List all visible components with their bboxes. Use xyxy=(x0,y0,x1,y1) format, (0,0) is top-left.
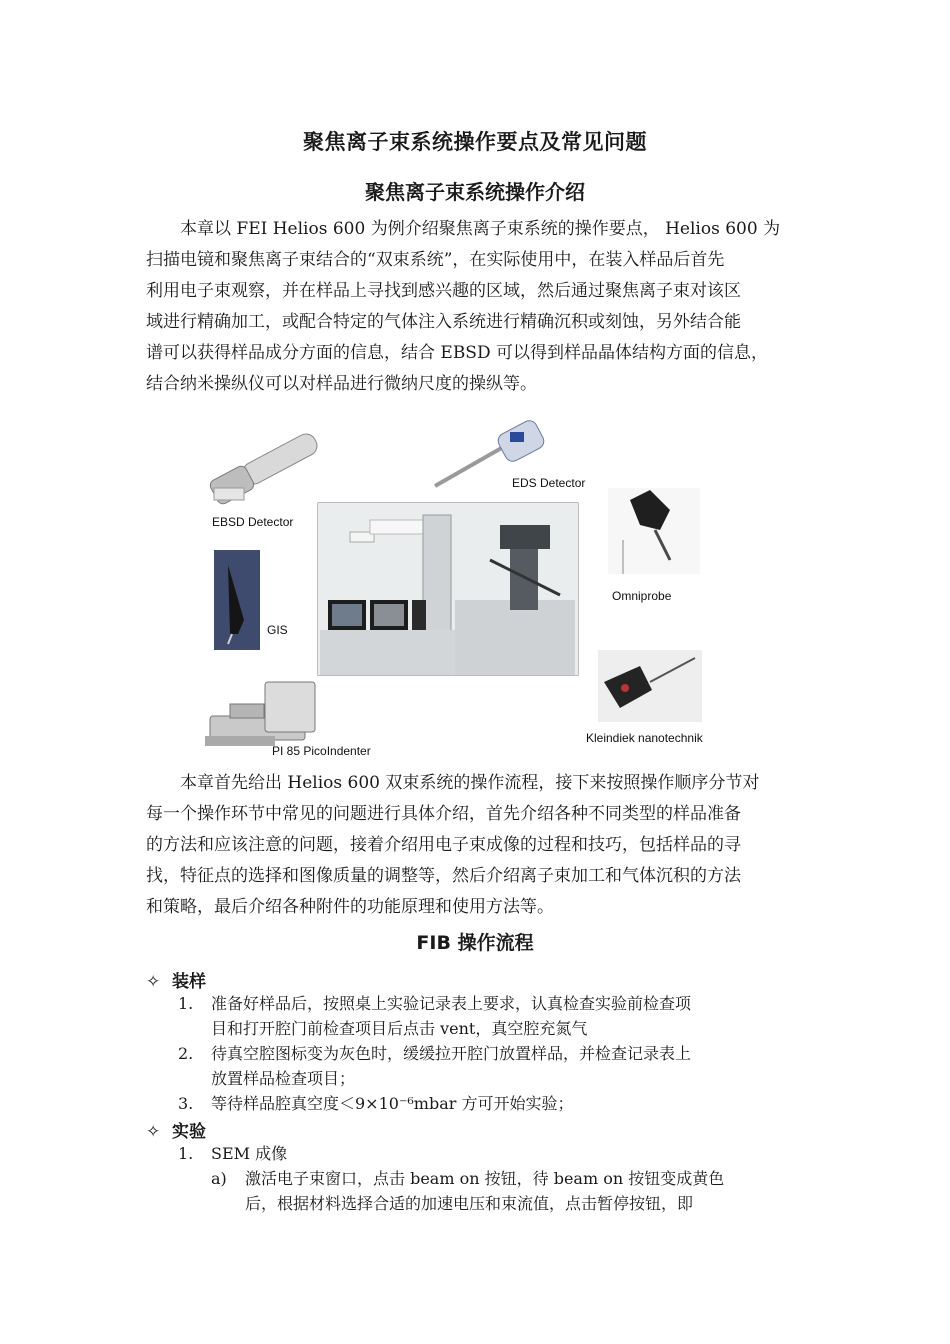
list-item-line: 待真空腔图标变为灰色时，缓缓拉开腔门放置样品，并检查记录表上 xyxy=(211,1044,692,1063)
kleindiek-image xyxy=(598,650,702,722)
list-number: 1. xyxy=(178,1144,194,1163)
list-item-line: 激活电子束窗口，点击 beam on 按钮，待 beam on 按钮变成黄色 xyxy=(245,1169,725,1188)
experiment-section-title xyxy=(146,1117,206,1142)
diamond-bullet-icon: ✧ xyxy=(146,1122,161,1142)
overview-paragraph xyxy=(146,768,806,923)
omniprobe-image xyxy=(608,488,700,574)
section-heading-intro: 聚焦离子束系统操作介绍 xyxy=(365,180,585,204)
eds-detector-label: EDS Detector xyxy=(512,476,586,490)
omniprobe-label: Omniprobe xyxy=(612,589,672,603)
list-item-line: 等待样品腔真空度＜9×10⁻⁶mbar 方可开始实验； xyxy=(211,1094,574,1113)
list-item-line: 放置样品检查项目； xyxy=(211,1069,356,1088)
paragraph-line: 结合纳米操纵仪可以对样品进行微纳尺度的操纵等。 xyxy=(146,374,537,394)
paragraph-line: 的方法和应该注意的问题，接着介绍用电子束成像的过程和技巧，包括样品的寻 xyxy=(146,835,741,855)
loading-section-title xyxy=(146,967,206,992)
document-title: 聚焦离子束系统操作要点及常见问题 xyxy=(303,130,647,154)
kleindiek-label: Kleindiek nanotechnik xyxy=(586,731,703,745)
sub-list-item xyxy=(245,1166,724,1216)
paragraph-line: 找，特征点的选择和图像质量的调整等，然后介绍离子束加工和气体沉积的方法 xyxy=(146,866,741,886)
helios-system-figure xyxy=(200,420,720,765)
paragraph-line: 和策略，最后介绍各种附件的功能原理和使用方法等。 xyxy=(146,897,554,917)
intro-paragraph xyxy=(146,214,806,400)
list-item xyxy=(211,1091,574,1116)
paragraph-line: 扫描电镜和聚焦离子束结合的“双束系统”，在实际使用中，在装入样品后首先 xyxy=(146,250,725,270)
paragraph-line: 域进行精确加工，或配合特定的气体注入系统进行精确沉积或刻蚀，另外结合能 xyxy=(146,312,741,332)
picoindenter-label: PI 85 PicoIndenter xyxy=(272,744,371,758)
list-number: 2. xyxy=(178,1044,194,1063)
section-heading-fib-flow: FIB 操作流程 xyxy=(416,932,534,954)
diamond-bullet-icon: ✧ xyxy=(146,972,161,992)
list-item-line: 目和打开腔门前检查项目后点击 vent，真空腔充氮气 xyxy=(211,1019,588,1038)
sub-list-number: a) xyxy=(211,1169,227,1188)
experiment-title-text: 实验 xyxy=(172,1122,206,1142)
loading-title-text: 装样 xyxy=(172,972,206,992)
list-item xyxy=(211,1041,691,1091)
list-item-line: 后，根据材料选择合适的加速电压和束流值，点击暂停按钮，即 xyxy=(245,1194,694,1213)
paragraph-line: 谱可以获得样品成分方面的信息，结合 EBSD 可以得到样品晶体结构方面的信息， xyxy=(146,343,768,363)
paragraph-line: 每一个操作环节中常见的问题进行具体介绍，首先介绍各种不同类型的样品准备 xyxy=(146,804,741,824)
paragraph-line: 本章首先给出 Helios 600 双束系统的操作流程，接下来按照操作顺序分节对 xyxy=(180,773,760,793)
ebsd-detector-image xyxy=(208,431,320,506)
ebsd-detector-label: EBSD Detector xyxy=(212,515,294,529)
gis-image xyxy=(214,550,260,650)
list-item xyxy=(211,991,691,1041)
list-item-line: 准备好样品后，按照桌上实验记录表上要求，认真检查实验前检查项 xyxy=(211,994,692,1013)
lab-photo xyxy=(318,503,578,675)
list-item-line: SEM 成像 xyxy=(211,1144,288,1163)
gis-label: GIS xyxy=(267,623,288,637)
list-number: 3. xyxy=(178,1094,194,1113)
picoindenter-image xyxy=(205,682,315,746)
paragraph-line: 利用电子束观察，并在样品上寻找到感兴趣的区域，然后通过聚焦离子束对该区 xyxy=(146,281,741,301)
paragraph-line: 本章以 FEI Helios 600 为例介绍聚焦离子束系统的操作要点， Helios 600 为 xyxy=(180,219,781,239)
list-number: 1. xyxy=(178,994,194,1013)
list-item xyxy=(211,1141,287,1166)
